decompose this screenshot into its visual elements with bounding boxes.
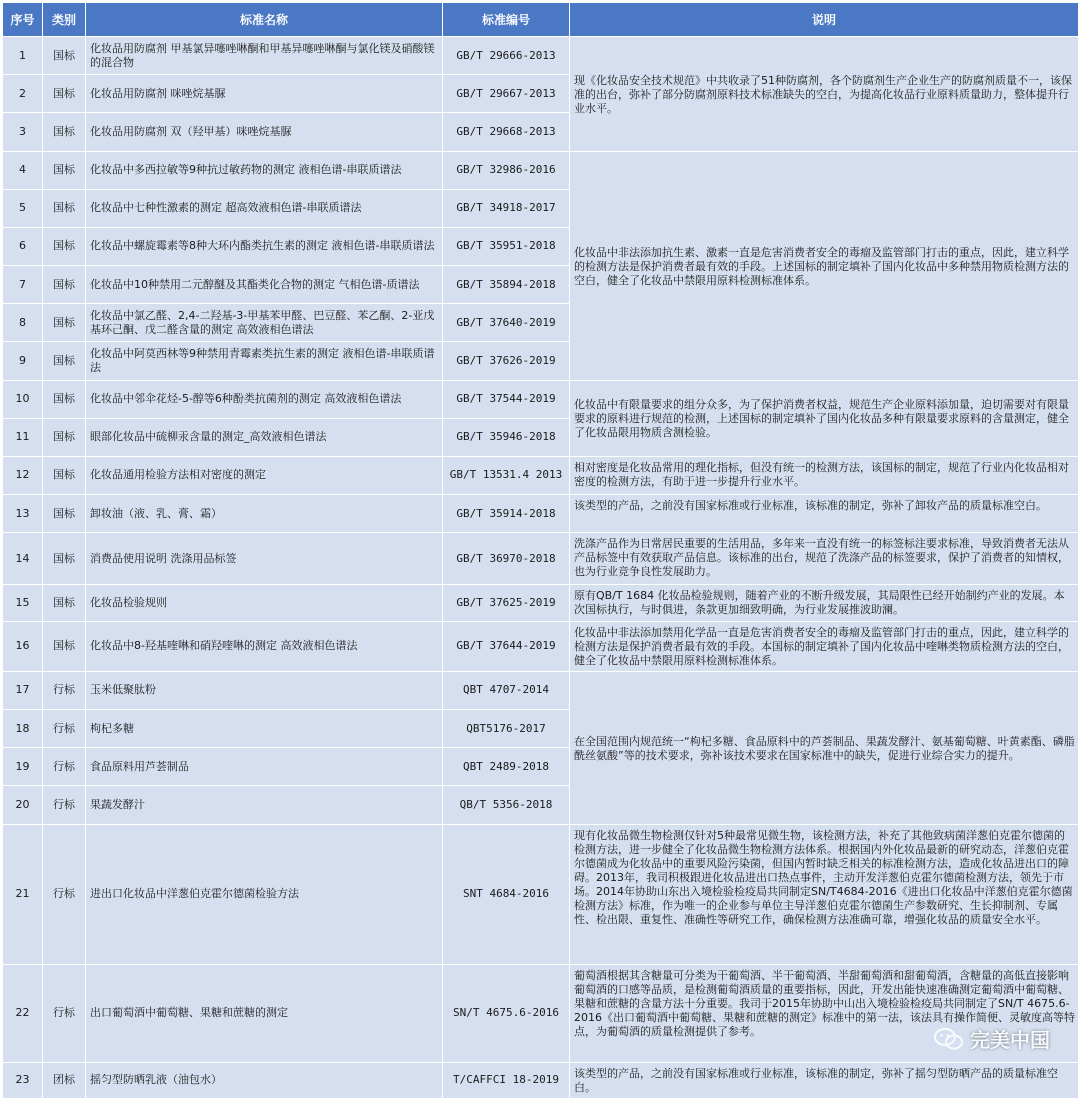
header-note: 说明	[570, 3, 1079, 37]
table-row	[3, 824, 1079, 965]
header-category: 类别	[43, 3, 86, 37]
row-note: 原有QB/T 1684 化妆品检验规则，随着产业的不断升级发展，其局限性已经开始制约产业的发展。本次国标执行，与时俱进，条款更加细致明确，为行业发展推波助澜。	[570, 585, 1079, 621]
row-code: GB/T 37644-2019	[443, 621, 570, 671]
row-no: 23	[3, 1062, 43, 1098]
row-category: 国标	[43, 189, 86, 227]
row-no: 18	[3, 710, 43, 748]
table-row	[3, 533, 1079, 585]
table-row	[3, 1062, 1079, 1098]
table-row	[3, 456, 1079, 494]
watermark	[934, 1024, 1050, 1053]
row-category: 国标	[43, 37, 86, 75]
row-category: 行标	[43, 965, 86, 1062]
row-code: GB/T 35894-2018	[443, 266, 570, 304]
row-no: 14	[3, 533, 43, 585]
row-category: 国标	[43, 621, 86, 671]
row-name: 出口葡萄酒中葡萄糖、果糖和蔗糖的测定	[86, 965, 443, 1062]
table-row	[3, 380, 1079, 418]
row-no: 11	[3, 418, 43, 456]
header-code: 标准编号	[443, 3, 570, 37]
header-row	[3, 3, 1079, 37]
row-category: 国标	[43, 456, 86, 494]
row-no: 2	[3, 75, 43, 113]
row-category: 国标	[43, 266, 86, 304]
row-name: 化妆品中10种禁用二元醇醚及其酯类化合物的测定 气相色谱-质谱法	[86, 266, 443, 304]
row-category: 国标	[43, 418, 86, 456]
row-code: GB/T 29667-2013	[443, 75, 570, 113]
row-name: 玉米低聚肽粉	[86, 671, 443, 709]
row-code: GB/T 37626-2019	[443, 342, 570, 380]
table-row	[3, 965, 1079, 1062]
row-category: 国标	[43, 304, 86, 342]
header-name: 标准名称	[86, 3, 443, 37]
row-note: 现《化妆品安全技术规范》中共收录了51种防腐剂，各个防腐剂生产企业生产的防腐剂质量不一，该保准的出台，弥补了部分防腐剂原料技术标准缺失的空白，为提高化妆品行业原料质量助力，整体提升行业水平。	[570, 37, 1079, 152]
row-code: SN/T 4675.6-2016	[443, 965, 570, 1062]
table-row	[3, 585, 1079, 621]
row-code: GB/T 37544-2019	[443, 380, 570, 418]
row-category: 行标	[43, 671, 86, 709]
row-category: 国标	[43, 495, 86, 533]
row-category: 国标	[43, 151, 86, 189]
table-row	[3, 495, 1079, 533]
row-name: 卸妆油（液、乳、膏、霜）	[86, 495, 443, 533]
row-category: 国标	[43, 227, 86, 265]
row-note: 化妆品中非法添加禁用化学品一直是危害消费者安全的毒瘤及监管部门打击的重点，因此，建立科学的检测方法是保护消费者最有效的手段。本国标的制定填补了国内化妆品中喹啉类物质检测方法的空白，健全了化妆品中禁限用原料检测标准体系。	[570, 621, 1079, 671]
row-category: 行标	[43, 786, 86, 824]
row-no: 5	[3, 189, 43, 227]
row-no: 4	[3, 151, 43, 189]
row-name: 枸杞多糖	[86, 710, 443, 748]
row-note: 该类型的产品，之前没有国家标准或行业标准，该标准的制定，弥补了卸妆产品的质量标准空白。	[570, 495, 1079, 533]
row-name: 食品原料用芦荟制品	[86, 748, 443, 786]
row-code: GB/T 37640-2019	[443, 304, 570, 342]
row-no: 9	[3, 342, 43, 380]
row-note: 相对密度是化妆品常用的理化指标，但没有统一的检测方法，该国标的制定，规范了行业内化妆品相对密度的检测方法，有助于进一步提升行业水平。	[570, 456, 1079, 494]
row-category: 国标	[43, 380, 86, 418]
row-code: GB/T 34918-2017	[443, 189, 570, 227]
row-name: 眼部化妆品中硫柳汞含量的测定_高效液相色谱法	[86, 418, 443, 456]
row-no: 12	[3, 456, 43, 494]
row-name: 化妆品中阿莫西林等9种禁用青霉素类抗生素的测定 液相色谱-串联质谱法	[86, 342, 443, 380]
row-code: QBT5176-2017	[443, 710, 570, 748]
row-code: QBT 2489-2018	[443, 748, 570, 786]
row-name: 化妆品用防腐剂 甲基氯异噻唑啉酮和甲基异噻唑啉酮与氯化镁及硝酸镁的混合物	[86, 37, 443, 75]
row-code: GB/T 37625-2019	[443, 585, 570, 621]
standards-table	[2, 2, 1079, 1099]
row-code: GB/T 29668-2013	[443, 113, 570, 151]
row-no: 19	[3, 748, 43, 786]
table-row	[3, 621, 1079, 671]
row-name: 化妆品检验规则	[86, 585, 443, 621]
row-note: 现有化妆品微生物检测仅针对5种最常见微生物，该检测方法，补充了其他致病菌洋葱伯克霍尔德菌的检测方法，进一步健全了化妆品微生物检测方法体系。根据国内外化妆品最新的研究动态，洋葱伯克霍尔德菌成为化妆品中的重要风险污染菌，但国内暂时缺乏相关的标准检测方法，造成化妆品进出口的障碍。2013年，我司积极跟进化妆品进出口热点事件，主动开发洋葱伯克霍尔德菌检测方法，领先于市场。2014年协助山东出入境检验检疫局共同制定SN/T4684-2016《进出口化妆品中洋葱伯克霍尔德菌检测方法》标准，作为唯一的企业参与单位主导洋葱伯克霍尔德菌生产参数研究、生长抑制剂、专属性、检出限、重复性、准确性等研究工作，确保检测方法准确可靠，增强化妆品的质量安全水平。	[570, 824, 1079, 965]
row-name: 化妆品用防腐剂 双（羟甲基）咪唑烷基脲	[86, 113, 443, 151]
row-name: 化妆品中8-羟基喹啉和硝羟喹啉的测定 高效液相色谱法	[86, 621, 443, 671]
table-row	[3, 37, 1079, 75]
row-name: 化妆品用防腐剂 咪唑烷基脲	[86, 75, 443, 113]
row-no: 21	[3, 824, 43, 965]
row-no: 22	[3, 965, 43, 1062]
row-note: 化妆品中有限量要求的组分众多，为了保护消费者权益，规范生产企业原料添加量，迫切需要对有限量要求的原料进行规范的检测，上述国标的制定填补了国内化妆品多种有限量要求原料的含量测定，健全了化妆品限用物质含测检验。	[570, 380, 1079, 456]
row-no: 16	[3, 621, 43, 671]
row-code: SNT 4684-2016	[443, 824, 570, 965]
row-no: 8	[3, 304, 43, 342]
row-no: 20	[3, 786, 43, 824]
row-note: 化妆品中非法添加抗生素、激素一直是危害消费者安全的毒瘤及监管部门打击的重点，因此，建立科学的检测方法是保护消费者最有效的手段。上述国标的制定填补了国内化妆品中多种禁用物质检测方法的空白，健全了化妆品中禁限用原料检测标准体系。	[570, 151, 1079, 380]
row-name: 果蔬发酵汁	[86, 786, 443, 824]
row-name: 化妆品中七种性激素的测定 超高效液相色谱-串联质谱法	[86, 189, 443, 227]
row-note: 该类型的产品，之前没有国家标准或行业标准，该标准的制定，弥补了摇匀型防晒产品的质量标准空白。	[570, 1062, 1079, 1098]
row-no: 15	[3, 585, 43, 621]
row-code: GB/T 35951-2018	[443, 227, 570, 265]
row-code: GB/T 32986-2016	[443, 151, 570, 189]
row-code: GB/T 35914-2018	[443, 495, 570, 533]
row-category: 行标	[43, 710, 86, 748]
header-no: 序号	[3, 3, 43, 37]
row-code: GB/T 36970-2018	[443, 533, 570, 585]
row-name: 化妆品通用检验方法相对密度的测定	[86, 456, 443, 494]
row-note: 在全国范围内规范统一“枸杞多糖、食品原料中的芦荟制品、果蔬发酵汁、氨基葡萄糖、叶黄素酯、磷脂酰丝氨酸”等的技术要求，弥补该技术要求在国家标准中的缺失，促进行业综合实力的提升。	[570, 671, 1079, 824]
table-row	[3, 671, 1079, 709]
row-code: GB/T 13531.4 2013	[443, 456, 570, 494]
row-category: 国标	[43, 533, 86, 585]
row-category: 国标	[43, 342, 86, 380]
row-note: 洗涤产品作为日常居民重要的生活用品，多年来一直没有统一的标签标注要求标准，导致消费者无法从产品标签中有效获取产品信息。该标准的出台，规范了洗涤产品的标签要求，保护了消费者的知情权，也为行业竞争良性发展助力。	[570, 533, 1079, 585]
row-no: 10	[3, 380, 43, 418]
row-name: 进出口化妆品中洋葱伯克霍尔德菌检验方法	[86, 824, 443, 965]
row-no: 6	[3, 227, 43, 265]
table-row	[3, 151, 1079, 189]
row-name: 消费品使用说明 洗涤用品标签	[86, 533, 443, 585]
row-code: QBT 4707-2014	[443, 671, 570, 709]
row-no: 17	[3, 671, 43, 709]
row-no: 1	[3, 37, 43, 75]
row-category: 国标	[43, 585, 86, 621]
row-code: T/CAFFCI 18-2019	[443, 1062, 570, 1098]
row-no: 7	[3, 266, 43, 304]
row-category: 国标	[43, 75, 86, 113]
row-name: 化妆品中邻伞花烃-5-醇等6种酚类抗菌剂的测定 高效液相色谱法	[86, 380, 443, 418]
row-category: 团标	[43, 1062, 86, 1098]
row-name: 化妆品中氯乙醛、2,4-二羟基-3-甲基苯甲醛、巴豆醛、苯乙酮、2-亚戊基环己酮、戊二醛含量的测定 高效液相色谱法	[86, 304, 443, 342]
row-name: 摇匀型防晒乳液（油包水）	[86, 1062, 443, 1098]
watermark-text: 完美中国	[970, 1028, 1050, 1052]
row-category: 行标	[43, 748, 86, 786]
row-code: GB/T 35946-2018	[443, 418, 570, 456]
row-category: 行标	[43, 824, 86, 965]
row-category: 国标	[43, 113, 86, 151]
row-code: QB/T 5356-2018	[443, 786, 570, 824]
row-note: 葡萄酒根据其含糖量可分类为干葡萄酒、半干葡萄酒、半甜葡萄酒和甜葡萄酒，含糖量的高低直接影响葡萄酒的口感等品质，是检测葡萄酒质量的重要指标，因此，开发出能快速准确测定葡萄酒中葡萄糖、果糖和蔗糖的含量方法十分重要。我司于2015年协助中山出入境检验检疫局共同制定了SN/T 4675.6-2016《出口葡萄酒中葡萄糖、果糖和蔗糖的测定》标准中的第一法，该法具有操作简便、灵敏度高等特点，为葡萄酒的质量检测提供了参考。	[570, 965, 1079, 1062]
row-no: 3	[3, 113, 43, 151]
row-code: GB/T 29666-2013	[443, 37, 570, 75]
row-name: 化妆品中多西拉敏等9种抗过敏药物的测定 液相色谱-串联质谱法	[86, 151, 443, 189]
row-no: 13	[3, 495, 43, 533]
wechat-icon	[934, 1027, 964, 1051]
row-name: 化妆品中螺旋霉素等8种大环内酯类抗生素的测定 液相色谱-串联质谱法	[86, 227, 443, 265]
